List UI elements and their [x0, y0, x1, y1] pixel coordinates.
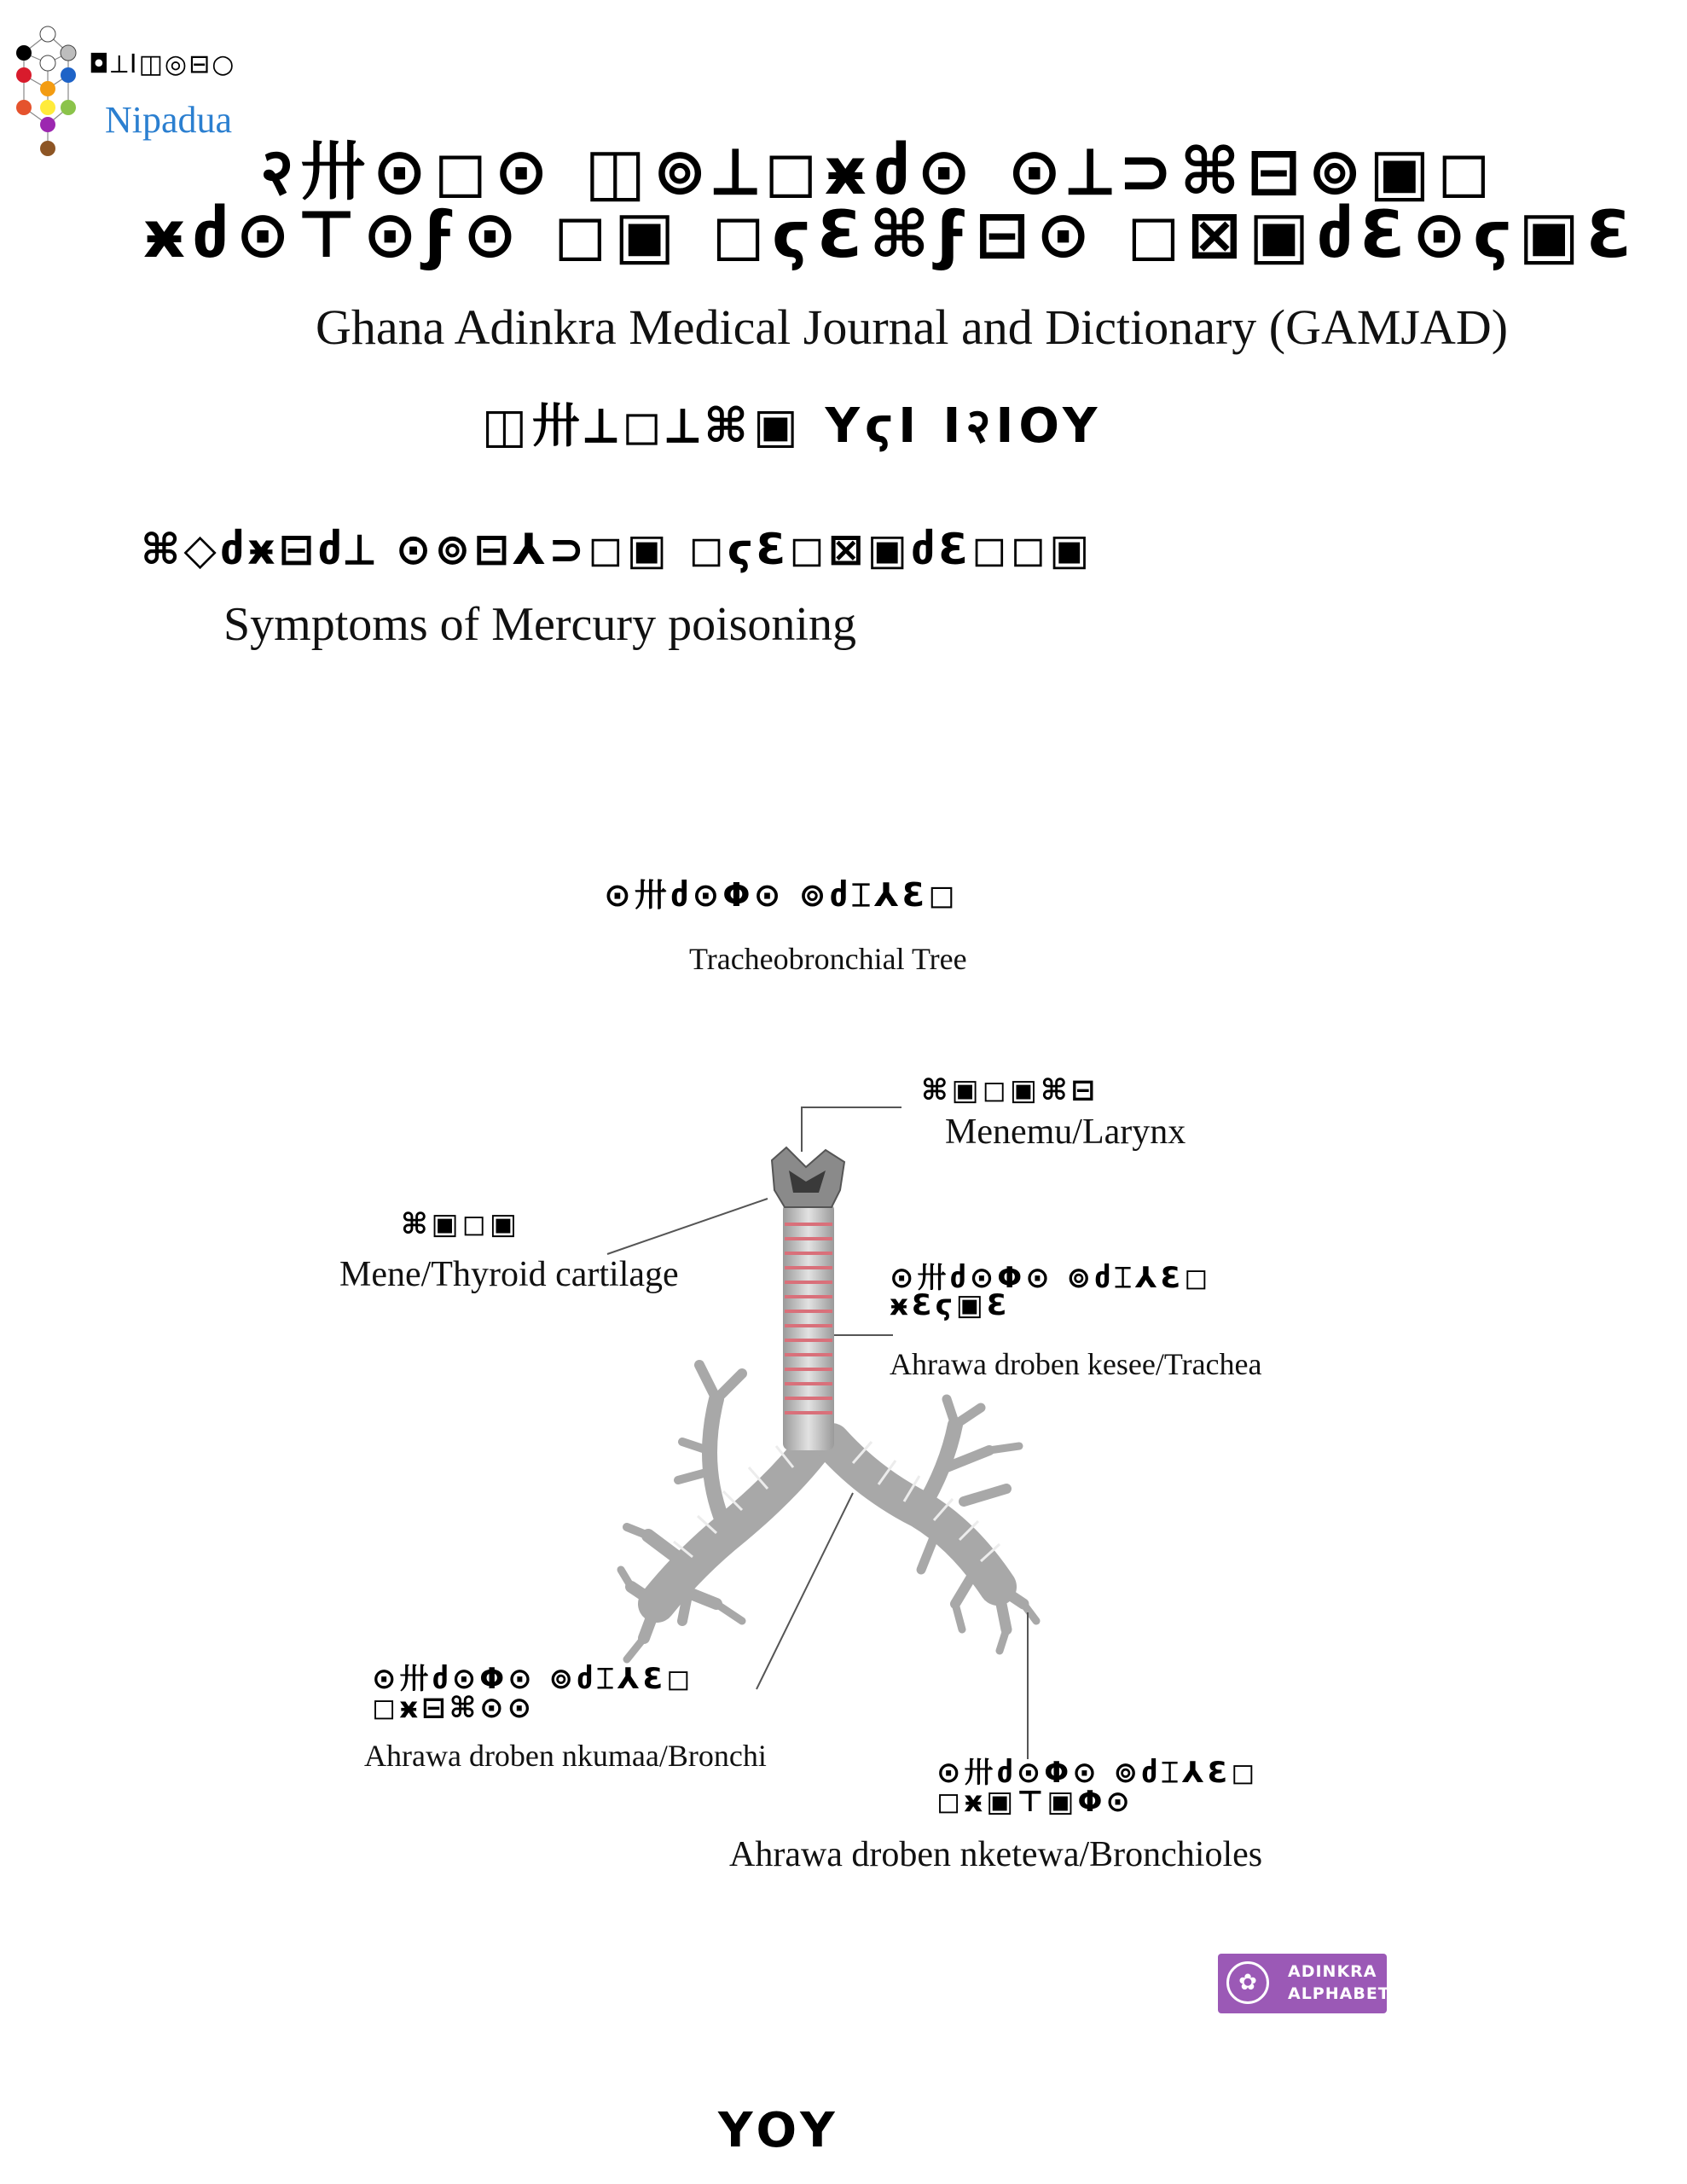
bronchioles-label-glyph-2: ◻ӿ▣⊤▣Φ⊙: [936, 1785, 1133, 1819]
page-number: YOY: [718, 2103, 840, 2158]
logo-glyph-text: ◘⟂I◫◎⊟○: [89, 49, 236, 79]
journal-title: Ghana Adinkra Medical Journal and Dictionary (GAMJAD): [316, 299, 1509, 355]
larynx-label-glyph: ⌘▣◻▣⌘⊟: [921, 1073, 1099, 1107]
logo-name: Nipadua: [105, 99, 233, 141]
adinkra-alphabet-badge: [1218, 1954, 1390, 2013]
diagram-title-glyph: ⊙卅ძ⊙Φ⊙ ⊚ძ⌶⅄Ɛ◻: [604, 876, 959, 914]
bronchioles-label-glyph-1: ⊙卅ძ⊙Φ⊙ ⊚ძ⌶⅄Ɛ◻: [936, 1756, 1259, 1790]
trachea-label-glyph-1: ⊙卅ძ⊙Φ⊙ ⊚ძ⌶⅄Ɛ◻: [890, 1261, 1212, 1295]
trachea-label: Ahrawa droben kesee/Trachea: [890, 1347, 1262, 1381]
badge-text-line-1: ADINKRA: [1288, 1962, 1377, 1981]
bronchi-label-glyph-2: ◻ӿ⊟⌘⊙⊙: [372, 1691, 536, 1725]
section-heading: Symptoms of Mercury poisoning: [223, 598, 856, 651]
nipadua-logo-tree-icon: [10, 22, 92, 167]
thyroid-label: Mene/Thyroid cartilage: [339, 1255, 679, 1294]
thyroid-label-glyph: ⌘▣◻▣: [401, 1207, 521, 1241]
bronchi-label: Ahrawa droben nkumaa/Bronchi: [364, 1739, 767, 1773]
adinkra-symbol-icon: ✿: [1226, 1961, 1269, 2004]
title-glyph-line-2: ӿძ⊙⊤⊙ϝ⊙ ◻▣ ◻ϛƐ⌘ϝ⊟⊙ ◻⊠▣ძƐ⊙ϛ▣Ɛ: [143, 196, 1638, 272]
section-heading-glyph: ⌘◇ძӿ⊟ძ⟂ ⊙⊚⊟⅄⊃◻▣ ◻ϛƐ◻⊠▣ძƐ◻◻▣: [141, 525, 1093, 574]
tracheobronchial-tree-illustration: [0, 1007, 1687, 1902]
bronchi-label-glyph-1: ⊙卅ძ⊙Φ⊙ ⊚ძ⌶⅄Ɛ◻: [372, 1662, 694, 1696]
badge-text-line-2: ALPHABET: [1288, 1984, 1390, 2003]
larynx-cartilage: [772, 1147, 844, 1207]
diagram-title: Tracheobronchial Tree: [689, 942, 967, 976]
bronchioles-label: Ahrawa droben nketewa/Bronchioles: [729, 1835, 1263, 1874]
larynx-label: Menemu/Larynx: [945, 1112, 1186, 1152]
title-glyph-line-1: २卅⊙◻⊙ ◫⊚⟂◻ӿძ⊙ ⊙⟂⊃⌘⊟⊚▣◻: [260, 133, 1498, 209]
subtitle-glyph: ◫卅⟂◻⟂⌘▣ YϛI I२IOY: [482, 398, 1103, 454]
trachea-label-glyph-2: ӿƐϛ▣Ɛ: [890, 1288, 1011, 1322]
